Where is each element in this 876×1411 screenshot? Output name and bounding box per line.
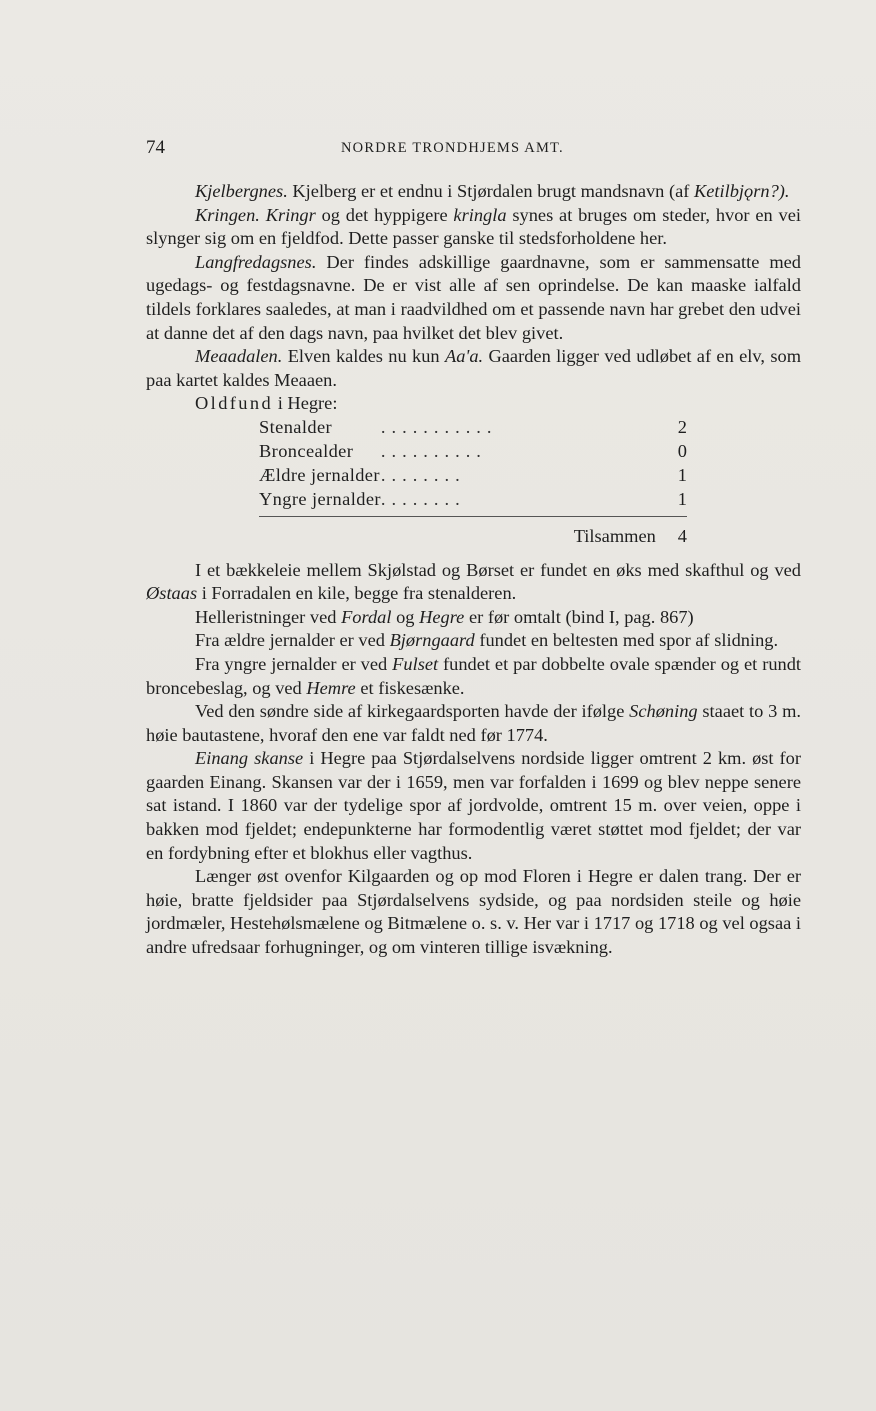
term: Langfredagsnes. — [195, 251, 317, 272]
term: Kringr — [265, 204, 316, 225]
row-value: 1 — [672, 488, 687, 517]
row-value: 2 — [677, 417, 687, 438]
text: Elven kaldes nu kun — [282, 346, 445, 367]
text: Der findes adskillige gaardnavne, som er sammensatte med ugedags- og festdagsnavne. De er vist alle af sen oprindelse. De kan maaske ialfald tildels forklares saaledes, at man i raadvildhed om et passende navn har grebet den udvei at danne det af den dags navn, paa hvilket det blev givet. — [146, 251, 801, 343]
term: Einang skanse — [195, 748, 304, 769]
text: fundet et par dobbelte ovale spænder og et rundt broncebeslag, og ved — [146, 653, 802, 698]
text: et fiskesænke. — [355, 677, 465, 698]
oldfund-table — [259, 416, 687, 517]
term: Meaadalen. — [195, 346, 283, 367]
text: Kjelberg er et endnu i Stjørdalen brugt mandsnavn (af — [287, 181, 694, 201]
text: i Hegre paa Stjørdalselvens nordside ligger omtrent 2 km. øst for gaarden Einang. Skansen var der i 1659, men var forfalden i 1699 og blev neppe senere sat istand. I 1860 var der tydelige spor af jordvolde, omtrent 15 m. over veien, oppe i bakken mod fjeldet; endepunkterne har formodentlig været støttet mod fjeldet; der var en fordybning efter et blokhus eller vagthus. — [146, 748, 801, 863]
row-value: 1 — [677, 465, 687, 486]
table-row — [259, 488, 687, 517]
text: i Hegre: — [273, 393, 338, 414]
text: og det hyppigere — [315, 204, 454, 225]
text: og — [391, 606, 420, 627]
text: Ved den søndre side af kirkegaardsporten havde der ifølge — [195, 701, 630, 722]
term: Hegre — [419, 606, 465, 627]
text: Fra yngre jernalder er ved — [195, 653, 393, 674]
total-value: 4 — [677, 525, 687, 546]
row-value: 0 — [677, 441, 687, 462]
row-leader: ........ — [381, 488, 672, 517]
page-number: 74 — [146, 137, 165, 158]
paragraph-meaadalen — [146, 345, 801, 392]
paragraph-kilgaarden — [146, 865, 801, 959]
paragraph-yngre-jernalder — [146, 653, 801, 700]
paragraph-einang-skanse — [146, 747, 801, 865]
row-label: Stenalder — [259, 417, 333, 438]
text: Oldfund — [195, 393, 274, 414]
table-row — [259, 440, 687, 464]
text: Fra ældre jernalder er ved — [195, 630, 390, 651]
oldfund-total — [259, 525, 687, 549]
text: er før omtalt (bind I, pag. 867) — [464, 606, 694, 627]
text: Gaarden ligger ved udløbet af en elv, som paa kartet kaldes Meaaen. — [146, 346, 802, 390]
text: I et bækkeleie mellem Skjølstad og Børset er fundet en øks med skafthul og ved — [195, 559, 801, 580]
term: Kjelbergnes. — [195, 181, 288, 201]
text: synes at bruges om steder, hvor en vei slynger sig om en fjeldfod. Dette passer ganske til stedsforholdene her. — [146, 204, 801, 249]
oldfund-title — [146, 392, 801, 416]
term: Bjørngaard — [389, 630, 475, 651]
term: Fulset — [392, 653, 439, 674]
row-leader: .......... — [380, 441, 487, 462]
row-leader: ........... — [380, 417, 498, 438]
paragraph-helleristninger — [146, 606, 801, 630]
paragraph-stenalder — [146, 559, 801, 606]
paragraph-aeldre-jernalder — [146, 629, 801, 653]
row-label: Yngre jernalder — [259, 488, 381, 517]
text: i Forradalen en kile, begge fra stenalderen. — [197, 583, 517, 604]
paragraph-langfredagsnes — [146, 251, 801, 345]
term: Kringen. — [195, 204, 260, 225]
text: staaet to 3 m. høie bautastene, hvoraf den ene var faldt ned før 1774. — [146, 701, 801, 745]
paragraph-bautastene — [146, 700, 801, 747]
paragraph-kringen — [146, 204, 801, 251]
row-leader: ........ — [380, 465, 466, 486]
text: fundet en beltesten med spor af slidning. — [474, 630, 779, 651]
table-row — [259, 464, 687, 488]
term: kringla — [453, 204, 507, 225]
row-label: Ældre jernalder — [259, 465, 380, 486]
total-label: Tilsammen — [573, 525, 656, 546]
term: Hemre — [306, 677, 356, 698]
term: Schøning — [629, 701, 698, 722]
row-label: Broncealder — [259, 441, 354, 462]
term: Fordal — [341, 606, 392, 627]
term: Aa'a. — [444, 346, 484, 367]
table-row — [259, 416, 687, 440]
page-header — [146, 137, 801, 165]
running-head: NORDRE TRONDHJEMS AMT. — [341, 140, 564, 156]
paragraph-kjelbergnes — [146, 180, 801, 204]
term: Ketilbjǫrn?). — [693, 181, 790, 201]
page-body — [146, 180, 801, 960]
text: Længer øst ovenfor Kilgaarden og op mod Floren i Hegre er dalen trang. Der er høie, bratte fjeldsider paa Stjørdalselvens sydside, og paa nordsiden steile og høie jordmæler, Hestehølsmælene og Bitmælene o. s. v. Her var i 1717 og 1718 og vel ogsaa i andre ufredsaar forhugninger, og om vinteren tillige isvækning. — [146, 866, 801, 958]
term: Østaas — [146, 583, 198, 604]
text: Helleristninger ved — [195, 606, 342, 627]
